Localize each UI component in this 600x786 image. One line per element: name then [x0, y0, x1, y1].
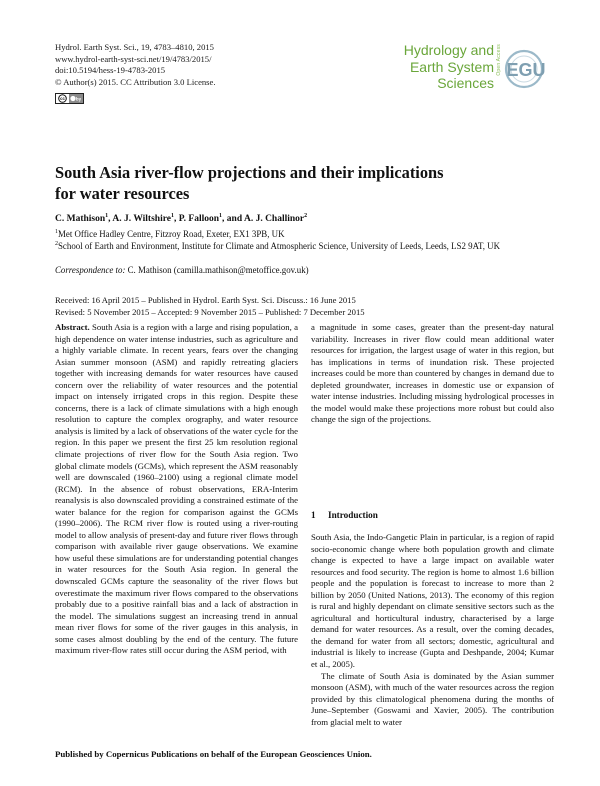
author: C. Mathison: [55, 214, 106, 225]
affiliation-1: [55, 229, 284, 239]
paragraph: South Asia, the Indo-Gangetic Plain in particular, is a region of rapid socio-economic change where both population growth and climate change is expected to have a large impact on available water resources and food security. The region is home to almost 1.6 billion people and the population is forecast to increase to more than 2 billion by 2050 (United Nations, 2013). The economy of this region is rural and highly dependant on climate sensitive sectors such as the agricultural and horticultural industry, characterised by a large demand for water resources. As a result, over the coming decades, the demand for water from all sectors; domestic, agricultural and industrial is likely to increase (Gupta and Deshpande, 2004; Kumar et al., 2005).: [311, 532, 554, 670]
author-affiliation-mark: 1: [105, 213, 109, 219]
correspondence: [55, 265, 309, 275]
author: P. Falloon: [178, 214, 220, 225]
author-affiliation-mark: 1: [219, 213, 223, 219]
paper-title-line-2: for water resources: [55, 184, 190, 203]
affiliation-text: School of Earth and Environment, Institute for Climate and Atmospheric Science, University of Leeds, Leeds, LS2 9AT, UK: [58, 241, 501, 251]
journal-name: [382, 42, 494, 92]
dates-revised: Revised: 5 November 2015 – Accepted: 9 November 2015 – Published: 7 December 2015: [55, 307, 365, 318]
egu-logo-icon: [504, 48, 550, 90]
dates-received: Received: 16 April 2015 – Published in Hydrol. Earth Syst. Sci. Discuss.: 16 June 2015: [55, 295, 356, 305]
license-text: © Author(s) 2015. CC Attribution 3.0 License.: [55, 76, 216, 87]
author: A. J. Wiltshire: [112, 214, 171, 225]
introduction-body: [311, 532, 554, 728]
abstract-text-continued: a magnitude in some cases, greater than the present-day natural variability. Increases in river flow could mean additional water resources for irrigation, the largest usage of water in this region, but has implications in terms of inundation risk. These projected increases could be more than countered by changes in demand due to depleted groundwater, increases in domestic use or expansion of water intense industries. Including missing hydrological processes in the model would make these projections more robust but could also change the sign of the projections.: [311, 322, 554, 425]
journal-doi[interactable]: doi:10.5194/hess-19-4783-2015: [55, 65, 166, 76]
correspondence-email[interactable]: C. Mathison (camilla.mathison@metoffice.gov.uk): [127, 265, 309, 275]
by-label: by: [75, 96, 82, 102]
journal-name-line-2: Earth System: [409, 58, 494, 75]
cc-icon: [56, 94, 69, 103]
journal-brand[interactable]: [382, 40, 552, 96]
abstract-column-left: [55, 322, 298, 657]
paragraph: The climate of South Asia is dominated by the Asian summer monsoon (ASM), with much of the water resources across the region provided by this climatological phenomena during the months of June–September (Goswami and Xavier, 2005). The contribution from glacial melt to water: [311, 670, 554, 727]
cc-by-badge-icon[interactable]: [55, 93, 84, 104]
journal-name-line-1: Hydrology and: [403, 42, 494, 58]
egu-logo-text: EGU: [506, 60, 546, 80]
author-affiliation-mark: 1: [170, 213, 174, 219]
journal-citation: Hydrol. Earth Syst. Sci., 19, 4783–4810, 2015: [55, 42, 214, 52]
abstract-column-right: [311, 322, 554, 426]
author-list: C. Mathison$^1$, A. J. Wiltshire$^1$, P. Falloon$^1$, and A. J. Challinor$^2$: [55, 213, 308, 225]
cc-label: cc: [60, 96, 65, 102]
publication-dates: [55, 294, 365, 318]
affiliation-2: [55, 241, 500, 251]
journal-citation-block: [55, 42, 216, 88]
journal-name-line-3: Sciences: [437, 75, 494, 91]
by-icon: [69, 94, 83, 103]
abstract-text: South Asia is a region with a large and rising population, a high dependence on water intense industries, such as agriculture and a highly variable climate. In recent years, fears over the changing Asian summer monsoon (ASM) and rapidly retreating glaciers together with increasing demands for water resources have caused concern over the reliability of water resources and the potential impact on intensely irrigated crops in this region. Despite these concerns, there is a lack of climate simulations with a high enough resolution to capture the complex orography, and water resource analysis is limited by a lack of observations of the water cycle for the region. In this paper we present the first 25 km resolution regional climate projections of river flow for the South Asia region. Two global climate models (GCMs), which represent the ASM reasonably well are downscaled (1960–2100) using a regional climate model (RCM). In the absence of robust observations, ERA-Interim reanalysis is also downscaled providing a constrained estimate of the water balance for the region for comparison against the GCMs (1990–2006). The RCM river flow is routed using a river-routing model to allow analysis of present-day and future river flows through comparison with available river gauge observations. We examine how useful these simulations are for understanding potential changes in water resources for the South Asia region. In general the downscaled GCMs capture the seasonality of the river flows but overestimate the maximum river flows compared to the observations probably due to a positive rainfall bias and a lack of abstraction in the model. The simulations suggest an increasing trend in annual mean river flows for some of the river gauges in this analysis, in some cases almost doubling by the end of the century. The future maximum river-flow rates still occur during the ASM period, with: [55, 322, 298, 656]
paper-title: [55, 162, 555, 204]
affiliation-number: 2: [55, 241, 58, 248]
journal-url[interactable]: www.hydrol-earth-syst-sci.net/19/4783/2015/: [55, 53, 212, 64]
author-affiliation-mark: 2: [304, 213, 308, 219]
affiliation-number: 1: [55, 229, 58, 236]
author: A. J. Challinor: [243, 214, 305, 225]
section-title: Introduction: [328, 510, 378, 520]
abstract-label: Abstract.: [55, 322, 90, 332]
correspondence-label: Correspondence to:: [55, 265, 126, 275]
section-heading: [311, 510, 378, 520]
paper-title-line-1: South Asia river-flow projections and their implications: [55, 163, 444, 182]
open-access-label: Open Access: [496, 44, 502, 76]
section-number: 1: [311, 510, 316, 520]
publisher-footer: Published by Copernicus Publications on behalf of the European Geosciences Union.: [55, 749, 372, 759]
affiliation-text: Met Office Hadley Centre, Fitzroy Road, Exeter, EX1 3PB, UK: [58, 229, 285, 239]
